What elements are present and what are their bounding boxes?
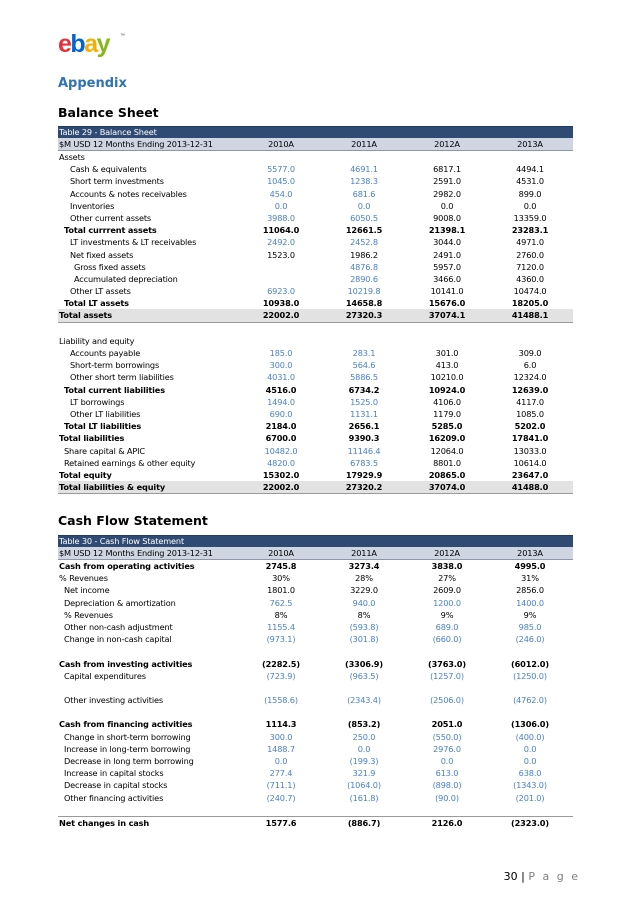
table-header xyxy=(58,138,573,151)
row-value: (1306.0) xyxy=(511,719,549,730)
row-value: (1257.0) xyxy=(430,670,464,681)
row-value: 4106.0 xyxy=(433,396,461,407)
row-value: 6700.0 xyxy=(265,433,297,444)
row-value: 1494.0 xyxy=(267,396,295,407)
row-value: 2051.0 xyxy=(431,719,463,730)
row-value: 301.0 xyxy=(435,348,459,358)
cash-flow-table xyxy=(58,535,573,829)
row-value: (1064.0) xyxy=(347,780,381,791)
row-value: 16209.0 xyxy=(428,433,466,444)
table-row xyxy=(58,779,573,791)
row-value: 10938.0 xyxy=(262,298,300,309)
table-row xyxy=(58,597,573,609)
row-label: LT investments & LT receivables xyxy=(70,237,197,248)
row-label: Total equity xyxy=(59,469,112,480)
row-value: (4762.0) xyxy=(513,695,547,706)
row-label: Cash from financing activities xyxy=(59,719,193,730)
table-row xyxy=(58,670,573,682)
row-value: 10924.0 xyxy=(428,384,466,395)
table-row xyxy=(58,151,573,163)
row-value: 6817.1 xyxy=(433,164,461,175)
table-row xyxy=(58,408,573,420)
row-value: 1577.6 xyxy=(265,817,297,828)
row-value: 6923.0 xyxy=(267,286,295,297)
row-value: (90.0) xyxy=(435,792,459,803)
row-value: (550.0) xyxy=(432,731,462,742)
row-value: 4360.0 xyxy=(516,273,544,284)
table-caption: Table 29 - Balance Sheet xyxy=(58,126,573,138)
row-value: (963.5) xyxy=(349,670,379,681)
row-value: 5957.0 xyxy=(433,261,461,272)
row-value: 689.0 xyxy=(435,621,459,632)
row-value: 309.0 xyxy=(518,348,542,358)
row-value: 10474.0 xyxy=(513,286,547,297)
row-label: Net fixed assets xyxy=(70,249,134,260)
row-label: Increase in capital stocks xyxy=(64,768,164,779)
row-value: 9390.3 xyxy=(348,433,380,444)
row-value: 2492.0 xyxy=(267,237,295,248)
table-row xyxy=(58,432,573,444)
row-value: 2856.0 xyxy=(516,585,544,596)
table-row xyxy=(58,621,573,633)
row-value: 638.0 xyxy=(518,768,542,779)
row-value: 2491.0 xyxy=(433,249,461,260)
row-label: Other non-cash adjustment xyxy=(64,621,173,632)
row-value: 37074.1 xyxy=(428,310,466,321)
row-value: 4995.0 xyxy=(514,561,546,571)
row-value: 2452.8 xyxy=(350,237,378,248)
row-value: 985.0 xyxy=(518,621,542,632)
table-row xyxy=(58,335,573,347)
table-row xyxy=(58,188,573,200)
appendix-heading: Appendix xyxy=(58,76,127,91)
row-value: 2982.0 xyxy=(433,188,461,199)
row-value: (1250.0) xyxy=(513,670,547,681)
table-body xyxy=(58,151,573,494)
page-word: P a g e xyxy=(528,870,580,883)
table-row xyxy=(58,212,573,224)
row-value: 564.6 xyxy=(352,360,376,371)
table-row xyxy=(58,224,573,236)
row-value: 22002.0 xyxy=(262,482,300,493)
row-value: 300.0 xyxy=(269,360,293,371)
row-value: 940.0 xyxy=(352,597,376,608)
row-value: 1525.0 xyxy=(350,396,378,407)
table-row xyxy=(58,347,573,359)
row-value: (3306.9) xyxy=(345,658,383,669)
row-value: 3229.0 xyxy=(350,585,378,596)
row-value: 413.0 xyxy=(435,360,459,371)
row-value: 15676.0 xyxy=(428,298,466,309)
row-value: 20865.0 xyxy=(428,469,466,480)
row-value: 23283.1 xyxy=(511,225,549,236)
row-value: 1114.3 xyxy=(265,719,297,730)
row-label: Gross fixed assets xyxy=(74,261,146,272)
header-year: 2013A xyxy=(517,139,543,149)
table-row xyxy=(58,200,573,212)
row-value: 4031.0 xyxy=(267,372,295,383)
table-row xyxy=(58,457,573,469)
row-value: 1488.7 xyxy=(267,743,295,754)
row-value: 10614.0 xyxy=(513,457,547,468)
row-value: (199.3) xyxy=(349,756,379,766)
row-value: 27320.3 xyxy=(345,310,383,321)
row-value: (2343.4) xyxy=(347,695,381,706)
row-value: 41488.0 xyxy=(511,482,549,493)
table-row xyxy=(58,285,573,297)
row-value: 1200.0 xyxy=(433,597,461,608)
row-label: Accounts payable xyxy=(70,348,141,358)
row-value: 15302.0 xyxy=(262,469,300,480)
row-value: 27% xyxy=(438,573,456,584)
row-value: 23647.0 xyxy=(511,469,549,480)
row-value: (886.7) xyxy=(347,817,381,828)
table-body xyxy=(58,560,573,829)
row-value: 17841.0 xyxy=(511,433,549,444)
row-label: Accumulated depreciation xyxy=(74,273,178,284)
row-value: 1085.0 xyxy=(516,408,544,419)
row-value: 5886.5 xyxy=(350,372,378,383)
row-value: 22002.0 xyxy=(262,310,300,321)
table-row xyxy=(58,396,573,408)
row-label: Assets xyxy=(59,152,85,162)
table-row xyxy=(58,804,573,816)
header-year: 2012A xyxy=(434,139,460,149)
row-label: Total liabilities xyxy=(59,433,125,444)
row-value: (711.1) xyxy=(266,780,296,791)
row-value: 10482.0 xyxy=(264,445,298,456)
row-value: 4516.0 xyxy=(265,384,297,395)
row-value: 2591.0 xyxy=(433,176,461,187)
table-header xyxy=(58,547,573,560)
row-value: 454.0 xyxy=(269,188,293,199)
row-value: 41488.1 xyxy=(511,310,549,321)
row-label: Cash & equivalents xyxy=(70,164,147,175)
row-value: (400.0) xyxy=(515,731,545,742)
header-year: 2011A xyxy=(351,548,377,558)
row-label: Net income xyxy=(64,585,110,596)
row-label: Other investing activities xyxy=(64,695,163,706)
row-value: 300.0 xyxy=(269,731,293,742)
row-value: (6012.0) xyxy=(511,658,549,669)
row-value: 3273.4 xyxy=(348,561,380,571)
table-row xyxy=(58,718,573,730)
ebay-logo xyxy=(58,28,128,58)
row-value: 1400.0 xyxy=(516,597,544,608)
row-value: 13033.0 xyxy=(513,445,547,456)
row-label: Capital expenditures xyxy=(64,670,146,681)
table-row xyxy=(58,309,573,322)
table-row xyxy=(58,249,573,261)
row-label: % Revenues xyxy=(59,573,108,584)
row-label: Share capital & APIC xyxy=(64,445,145,456)
table-row xyxy=(58,323,573,335)
table-row xyxy=(58,633,573,645)
row-label: Other short term liabilities xyxy=(70,372,174,383)
row-value: (246.0) xyxy=(515,634,545,645)
row-value: 4117.0 xyxy=(516,396,544,407)
row-value: 10141.0 xyxy=(430,286,464,297)
row-value: (161.8) xyxy=(349,792,379,803)
row-value: 4876.8 xyxy=(350,261,378,272)
row-value: 1986.2 xyxy=(350,249,378,260)
row-value: 4971.0 xyxy=(516,237,544,248)
balance-sheet-title: Balance Sheet xyxy=(58,105,159,120)
table-row xyxy=(58,359,573,371)
row-value: 2126.0 xyxy=(431,817,463,828)
row-value: 4494.1 xyxy=(516,164,544,175)
table-row xyxy=(58,371,573,383)
row-value: (201.0) xyxy=(515,792,545,803)
row-value: 2609.0 xyxy=(433,585,461,596)
row-value: 12661.5 xyxy=(345,225,383,236)
row-value: 10219.8 xyxy=(347,286,381,297)
row-value: 5577.0 xyxy=(267,164,295,175)
row-value: 1155.4 xyxy=(267,621,295,632)
row-label: Net changes in cash xyxy=(59,817,150,828)
table-row xyxy=(58,273,573,285)
balance-sheet-table xyxy=(58,126,573,494)
table-row xyxy=(58,609,573,621)
row-value: 2745.8 xyxy=(265,561,297,571)
row-value: (2506.0) xyxy=(430,695,464,706)
header-label: $M USD 12 Months Ending 2013-12-31 xyxy=(59,548,213,558)
row-value: 2976.0 xyxy=(433,743,461,754)
row-value: 2184.0 xyxy=(265,421,297,432)
row-label: Accounts & notes receivables xyxy=(70,188,187,199)
row-value: (1558.6) xyxy=(264,695,298,706)
header-year: 2013A xyxy=(517,548,543,558)
table-row xyxy=(58,658,573,670)
row-value: 4531.0 xyxy=(516,176,544,187)
header-year: 2010A xyxy=(268,139,294,149)
row-value: 277.4 xyxy=(269,768,293,779)
row-label: % Revenues xyxy=(64,609,113,620)
header-year: 2012A xyxy=(434,548,460,558)
row-value: 37074.0 xyxy=(428,482,466,493)
row-value: 27320.2 xyxy=(345,482,383,493)
table-row xyxy=(58,469,573,481)
row-value: (898.0) xyxy=(432,780,462,791)
row-value: 11064.0 xyxy=(262,225,300,236)
row-value: 0.0 xyxy=(357,200,371,211)
table-caption: Table 30 - Cash Flow Statement xyxy=(58,535,573,547)
row-value: 7120.0 xyxy=(516,261,544,272)
row-value: 6050.5 xyxy=(350,212,378,223)
row-value: (301.8) xyxy=(349,634,379,645)
row-value: (660.0) xyxy=(432,634,462,645)
table-row xyxy=(58,584,573,596)
table-row xyxy=(58,572,573,584)
table-row xyxy=(58,445,573,457)
row-value: 1238.3 xyxy=(350,176,378,187)
table-row xyxy=(58,645,573,657)
row-label: Inventories xyxy=(70,200,115,211)
table-row xyxy=(58,175,573,187)
footer-separator: | xyxy=(521,870,525,883)
row-label: Total current liabilities xyxy=(64,384,165,395)
row-value: 31% xyxy=(521,573,539,584)
page-number: 30 xyxy=(503,870,518,883)
row-label: Change in short-term borrowing xyxy=(64,731,191,742)
row-value: 0.0 xyxy=(357,743,371,754)
table-row xyxy=(58,384,573,396)
row-label: Total LT liabilities xyxy=(64,421,142,432)
row-value: 18205.0 xyxy=(511,298,549,309)
row-value: 250.0 xyxy=(352,731,376,742)
row-value: 1045.0 xyxy=(267,176,295,187)
row-value: 681.6 xyxy=(352,188,376,199)
table-row xyxy=(58,767,573,779)
row-value: (723.9) xyxy=(266,670,296,681)
row-label: Total currrent assets xyxy=(64,225,157,236)
row-value: (973.1) xyxy=(266,634,296,645)
cash-flow-title: Cash Flow Statement xyxy=(58,513,208,528)
row-value: 8% xyxy=(357,609,371,620)
row-value: 6.0 xyxy=(523,360,537,371)
row-value: 1523.0 xyxy=(267,249,295,260)
row-value: 899.0 xyxy=(518,188,542,199)
table-row xyxy=(58,743,573,755)
row-label: Change in non-cash capital xyxy=(64,634,172,645)
table-row xyxy=(58,236,573,248)
row-value: 0.0 xyxy=(440,200,454,211)
row-value: (853.2) xyxy=(347,719,381,730)
row-value: (240.7) xyxy=(266,792,296,803)
row-value: 6783.5 xyxy=(350,457,378,468)
row-value: (2323.0) xyxy=(511,817,549,828)
row-value: 30% xyxy=(272,573,290,584)
row-value: 8% xyxy=(274,609,288,620)
table-row xyxy=(58,481,573,494)
row-label: Other current assets xyxy=(70,212,152,223)
row-value: 8801.0 xyxy=(433,457,461,468)
row-value: 3466.0 xyxy=(433,273,461,284)
row-value: 9% xyxy=(523,609,537,620)
row-value: 21398.1 xyxy=(428,225,466,236)
row-value: 12639.0 xyxy=(511,384,549,395)
row-label: Other LT assets xyxy=(70,286,131,297)
table-row xyxy=(58,297,573,309)
row-value: 321.9 xyxy=(352,768,376,779)
row-value: 2760.0 xyxy=(516,249,544,260)
row-label: LT borrowings xyxy=(70,396,125,407)
row-label: Total LT assets xyxy=(64,298,129,309)
table-row xyxy=(58,163,573,175)
header-label: $M USD 12 Months Ending 2013-12-31 xyxy=(59,139,213,149)
row-value: 5202.0 xyxy=(514,421,546,432)
row-label: Cash from investing activities xyxy=(59,658,193,669)
row-label: Other financing activities xyxy=(64,792,164,803)
svg-text:ebay: ebay xyxy=(58,30,109,58)
row-label: Retained earnings & other equity xyxy=(64,457,196,468)
row-value: 613.0 xyxy=(435,768,459,779)
row-value: 3838.0 xyxy=(431,561,463,571)
row-value: 28% xyxy=(355,573,373,584)
row-value: 10210.0 xyxy=(430,372,464,383)
row-value: 9% xyxy=(440,609,454,620)
row-value: 17929.9 xyxy=(345,469,383,480)
row-value: 11146.4 xyxy=(347,445,381,456)
row-label: Decrease in capital stocks xyxy=(64,780,168,791)
row-label: Short-term borrowings xyxy=(70,360,160,371)
row-value: 0.0 xyxy=(523,743,537,754)
header-year: 2011A xyxy=(351,139,377,149)
table-row xyxy=(58,706,573,718)
row-value: (3763.0) xyxy=(428,658,466,669)
row-label: Decrease in long term borrowing xyxy=(64,756,194,766)
row-value: 0.0 xyxy=(274,200,288,211)
row-value: 0.0 xyxy=(274,756,288,766)
row-value: 12064.0 xyxy=(430,445,464,456)
row-value: 1179.0 xyxy=(433,408,461,419)
row-label: Total assets xyxy=(59,310,113,321)
row-label: Cash from operating activities xyxy=(59,561,195,571)
row-value: (2282.5) xyxy=(262,658,300,669)
row-value: 6734.2 xyxy=(348,384,380,395)
row-value: (1343.0) xyxy=(513,780,547,791)
row-value: 1131.1 xyxy=(350,408,378,419)
table-row xyxy=(58,560,573,572)
table-row xyxy=(58,755,573,767)
svg-text:™: ™ xyxy=(120,33,125,39)
row-value: 4691.1 xyxy=(350,164,378,175)
row-value: 0.0 xyxy=(523,200,537,211)
row-value: 690.0 xyxy=(269,408,293,419)
row-value: 2890.6 xyxy=(350,273,378,284)
row-value: 0.0 xyxy=(523,756,537,766)
row-value: 5285.0 xyxy=(431,421,463,432)
table-row xyxy=(58,694,573,706)
row-value: 185.0 xyxy=(269,348,293,358)
row-label: Short term investments xyxy=(70,176,164,187)
row-label: Other LT liabilities xyxy=(70,408,141,419)
row-value: 1801.0 xyxy=(267,585,295,596)
page-footer xyxy=(504,870,580,883)
row-value: 3044.0 xyxy=(433,237,461,248)
table-row xyxy=(58,682,573,694)
row-label: Liability and equity xyxy=(59,335,135,346)
table-row xyxy=(58,731,573,743)
row-label: Increase in long-term borrowing xyxy=(64,743,191,754)
row-value: 3988.0 xyxy=(267,212,295,223)
row-value: (593.8) xyxy=(349,621,379,632)
row-label: Total liabilities & equity xyxy=(59,482,166,493)
row-value: 762.5 xyxy=(269,597,293,608)
row-value: 0.0 xyxy=(440,756,454,766)
row-value: 2656.1 xyxy=(348,421,380,432)
row-value: 14658.8 xyxy=(345,298,383,309)
row-value: 4820.0 xyxy=(267,457,295,468)
row-label: Depreciation & amortization xyxy=(64,597,176,608)
table-row xyxy=(58,420,573,432)
table-row xyxy=(58,261,573,273)
row-value: 9008.0 xyxy=(433,212,461,223)
header-year: 2010A xyxy=(268,548,294,558)
table-row xyxy=(58,816,573,829)
table-row xyxy=(58,792,573,804)
row-value: 13359.0 xyxy=(513,212,547,223)
row-value: 12324.0 xyxy=(513,372,547,383)
row-value: 283.1 xyxy=(352,348,376,358)
